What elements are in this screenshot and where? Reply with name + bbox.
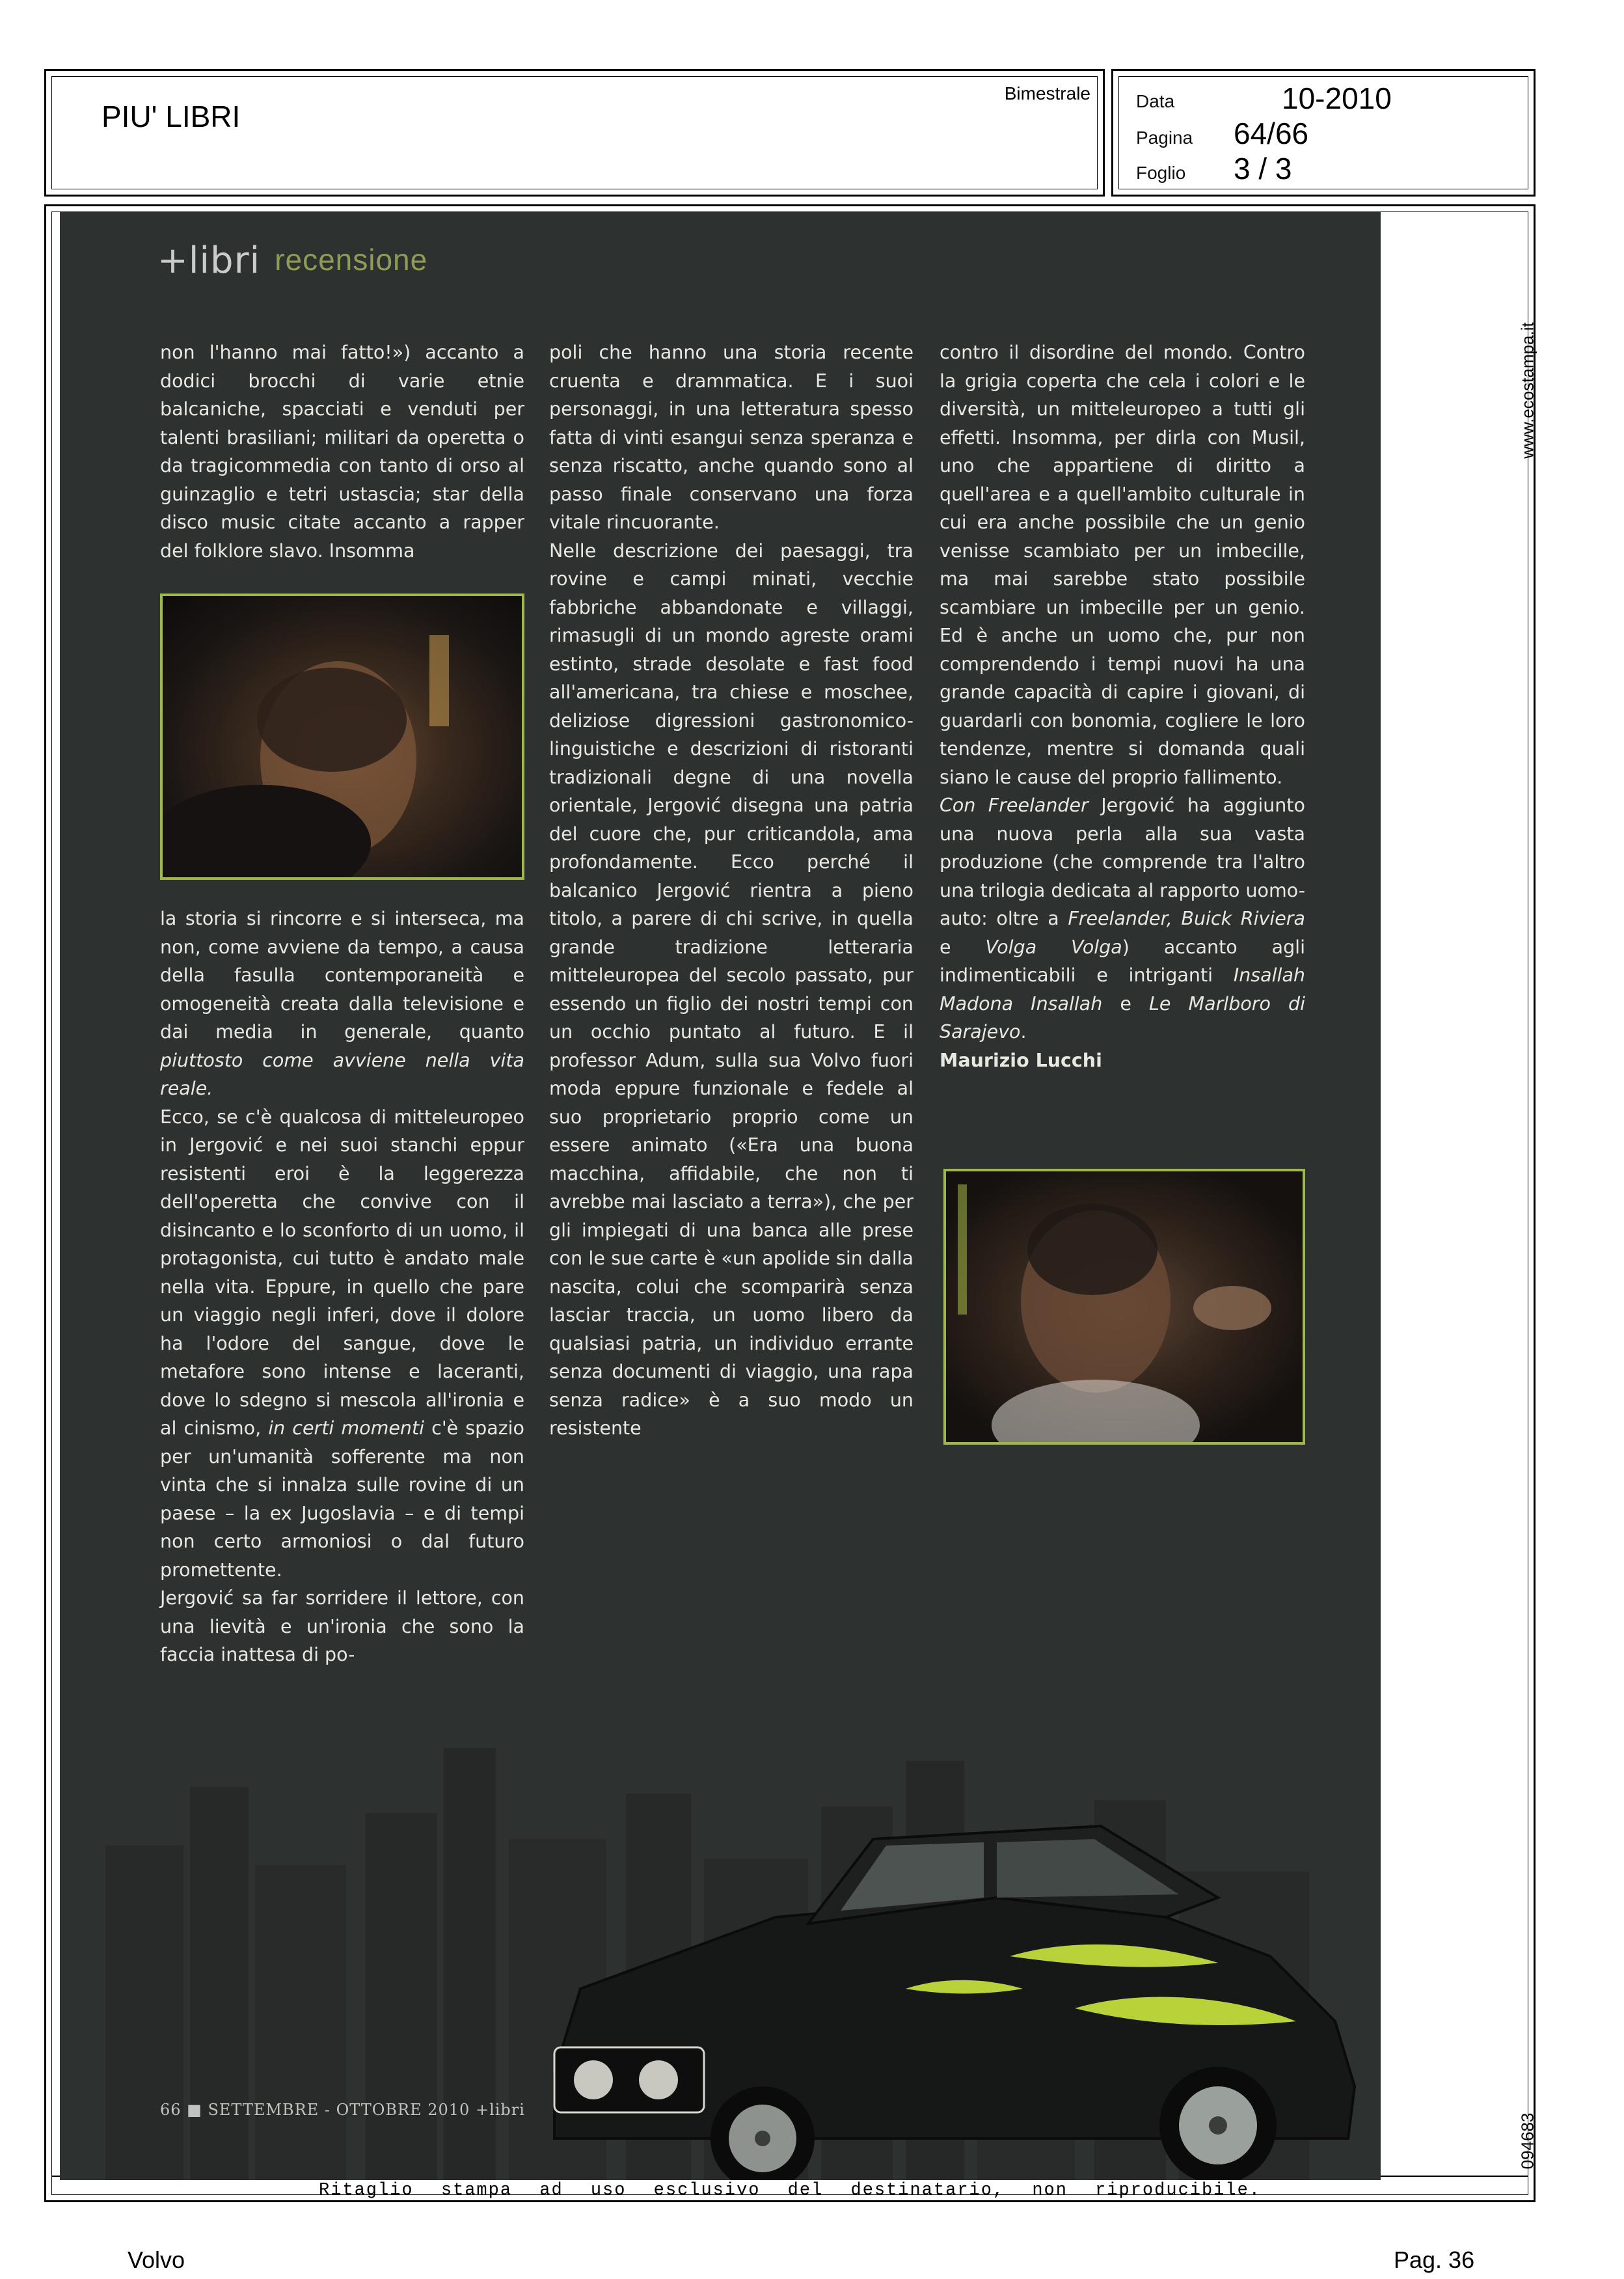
- text-run: .: [1020, 1021, 1027, 1043]
- author-photo-2: [943, 1169, 1305, 1445]
- magazine-logo: +libri: [157, 239, 261, 282]
- paragraph: [940, 791, 1305, 1046]
- text-run: Jergović ha aggiunto una nuova perla alla sua vasta produzione (che comprende tra l'altro una trilogia dedicata al rapporto uomo-auto: oltre a: [940, 795, 1305, 929]
- author-photo-1: [160, 594, 524, 880]
- article-author: Maurizio Lucchi: [940, 1049, 1102, 1071]
- portrait-illustration: [163, 596, 522, 877]
- article-column-1-bottom: [160, 905, 524, 1669]
- disclaimer: Ritaglio stampa ad uso esclusivo del destinatario, non riproducibile.: [319, 2181, 1261, 2200]
- clipping-topic: Volvo: [128, 2246, 185, 2273]
- date-value: 10-2010: [1282, 81, 1392, 115]
- text-run: ) accanto agli indimenticabili e intriganti: [940, 936, 1305, 986]
- text-run: Ecco, se c'è qualcosa di mitteleuropeo in Jergović e nei suoi stanchi eppur resistenti eroi è la leggerezza dell'operetta che convive con il disincanto e lo sconforto di un uomo, il protagonista, cui tutto è andato male nella vita. Eppure, in quello che pare un viaggio negli inferi, dove il dolore ha l'odore del sangue, dove le metafore sono intense e laceranti, dove lo sdegno si mescola all'ironia e al cinismo,: [160, 1106, 524, 1439]
- header-publication-box: [44, 69, 1105, 197]
- sheet-value: 3 / 3: [1234, 152, 1292, 185]
- paragraph: [160, 905, 524, 1103]
- header-meta-box: [1111, 69, 1536, 197]
- paragraph: Nelle descrizione dei paesaggi, tra rovine e campi minati, vecchie fabbriche abbandonate e villaggi, rimasugli di un mondo agreste orami estinto, strade desolate e fast food all'americana, tra chiese e moschee, deliziose digressioni gastronomico-linguistiche e descrizioni di ristoranti tradizionali degne di una novella orientale, Jergović disegna una patria del cuore che, pur criticandola, ama profondamente. Ecco perché il balcanico Jergović rientra a pieno titolo, a parere di chi scrive, in quella grande tradizione letteraria mitteleuropea del secolo passato, pur essendo un figlio dei nostri tempi con un occhio puntato al futuro. E il professor Adum, sulla sua Volvo fuori moda eppure funzionale e fedele al suo proprietario proprio come un essere animato («Era una buona macchina, affidabile, che non ti avrebbe mai lasciato a terra»), che per gli impiegati di una banca alle prese con le sue carte è «un apolide sin dalla nascita, colui che scomparirà senza lasciar traccia, un uomo libero da qualsiasi patria, un individuo errante senza documenti di viaggio, una rapa senza radice» è a suo modo un resistente: [549, 539, 914, 1439]
- header-meta-inner: [1118, 76, 1528, 189]
- italic-run: Le Marlboro di Sarajevo: [940, 992, 1305, 1043]
- magazine-header: [157, 239, 427, 282]
- text-run: e: [940, 936, 986, 958]
- italic-run: in certi momenti: [268, 1417, 425, 1439]
- magazine-page: [60, 212, 1381, 2180]
- paragraph: [160, 1103, 524, 1585]
- italic-run: Volga Volga: [985, 936, 1122, 958]
- magazine-footer: 66 ■ SETTEMBRE - OTTOBRE 2010 +libri: [160, 2101, 525, 2119]
- text-run: e: [1102, 992, 1150, 1015]
- article-column-3: [940, 338, 1305, 1074]
- section-title: recensione: [275, 243, 428, 277]
- sheet-label: Foglio: [1136, 163, 1186, 183]
- text-run: la storia si rincorre e si interseca, ma non, come avviene da tempo, a causa della fasulla contemporaneità e omogeneità creata dalla televisione e dai media in generale, quanto: [160, 908, 524, 1043]
- portrait-illustration: [946, 1171, 1303, 1442]
- page-label: Pagina: [1136, 128, 1193, 148]
- italic-run: Freelander, Buick Riviera: [1068, 908, 1305, 929]
- header-inner-border: [51, 76, 1098, 189]
- article-column-1-top: [160, 338, 524, 565]
- italic-run: Con Freelander: [940, 795, 1089, 816]
- paragraph: poli che hanno una storia recente cruenta e drammatica. E i suoi personaggi, in una letteratura spesso fatta di vinti esangui senza speranza e senza riscatto, anche quando sono al passo finale conservano una forza vitale rincuorante.: [549, 342, 914, 533]
- paragraph: Jergović sa far sorridere il lettore, con una lievità e un'ironia che sono la faccia inattesa di po-: [160, 1587, 524, 1665]
- side-code: 094683: [1517, 2112, 1537, 2170]
- paragraph: non l'hanno mai fatto!») accanto a dodici brocchi di varie etnie balcaniche, spacciati e venduti per talenti brasiliani; militari da operetta o da tragicommedia con tanto di orso al guinzaglio e tetri ustascia; star della disco music citate accanto a rapper del folklore slavo. Insomma: [160, 342, 524, 562]
- paragraph: contro il disordine del mondo. Contro la grigia coperta che cela i colori e le diversità, un mitteleuropeo a tutti gli effetti. Insomma, per dirla con Musil, uno che appartiene di diritto a quell'area e a quell'ambito culturale in cui era anche possibile che un genio venisse scambiato per un imbecille, ma mai sarebbe stato possibile scambiare un imbecille per un genio. Ed è anche un uomo che, pur non comprendendo i tempi nuovi ha una grande capacità di capire i giovani, di guardarli con bonomia, cogliere le loro tendenze, mentre si domanda quali siano le cause del proprio fallimento.: [940, 342, 1305, 788]
- clipping-page-number: Pag. 36: [1394, 2246, 1475, 2273]
- text-run: c'è spazio per un'umanità sofferente ma non vinta che si innalza sulle rovine di un paese – la ex Jugoslavia – e di tempi non certo armoniosi o dal futuro promettente.: [160, 1417, 524, 1581]
- page-value: 64/66: [1234, 116, 1309, 150]
- article-column-2: [549, 338, 914, 1443]
- publication-title: PIU' LIBRI: [102, 100, 241, 133]
- italic-run: Insallah Madona Insallah: [940, 964, 1305, 1015]
- side-url: www.ecostampa.it: [1517, 322, 1537, 459]
- italic-run: piuttosto come avviene nella vita reale.: [160, 1049, 524, 1099]
- periodicity: Bimestrale: [1004, 83, 1090, 103]
- date-label: Data: [1136, 91, 1175, 111]
